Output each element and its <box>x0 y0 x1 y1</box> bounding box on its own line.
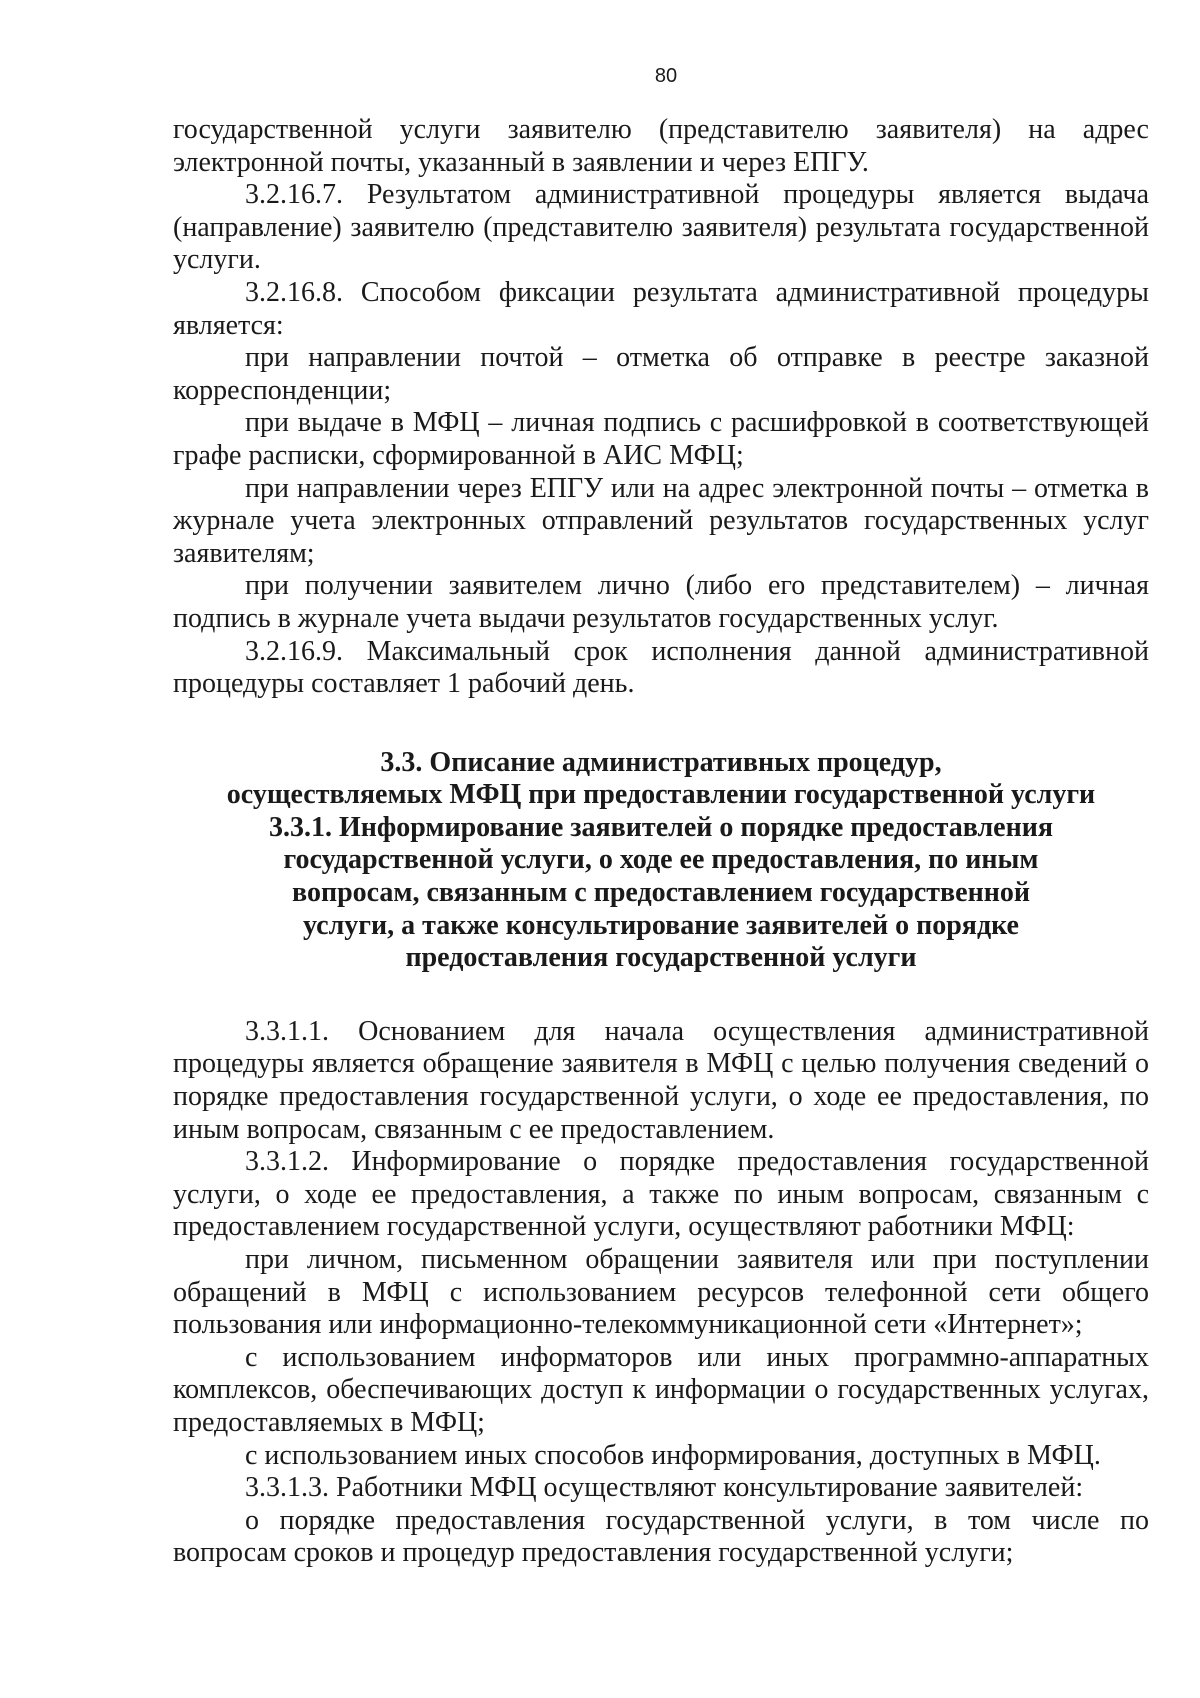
page-number: 80 <box>654 65 678 87</box>
body-text-bottom <box>173 1016 1149 1570</box>
section-heading <box>173 747 1149 975</box>
heading-line: услуги, а также консультирование заявителей о порядке <box>303 909 1019 941</box>
paragraph: 3.3.1.3. Работники МФЦ осуществляют консультирование заявителей: <box>245 1472 1084 1504</box>
heading-line: предоставления государственной услуги <box>405 942 917 974</box>
paragraph: 3.3.1.1. Основанием для начала осуществления административной процедуры является обращение заявителя в МФЦ с целью получения сведений о порядке предоставления государственной услуги, о ходе ее предоставления, по иным вопросам, связанным с ее предоставлением. <box>173 1015 1149 1145</box>
paragraph: 3.2.16.7. Результатом административной процедуры является выдача (направление) заявителю (представителю заявителя) результата государственной услуги. <box>173 179 1149 276</box>
heading-line: вопросам, связанным с предоставлением государственной <box>292 877 1030 909</box>
paragraph: 3.2.16.9. Максимальный срок исполнения данной административной процедуры составляет 1 рабочий день. <box>173 635 1149 700</box>
paragraph: с использованием иных способов информирования, доступных в МФЦ. <box>245 1439 1101 1471</box>
paragraph: с использованием информаторов или иных программно-аппаратных комплексов, обеспечивающих доступ к информации о государственных услугах, предоставляемых в МФЦ; <box>173 1341 1149 1438</box>
paragraph: при получении заявителем лично (либо его представителем) – личная подпись в журнале учета выдачи результатов государственных услуг. <box>173 570 1149 634</box>
paragraph: о порядке предоставления государственной услуги, в том числе по вопросам сроков и процедур предоставления государственной услуги; <box>173 1504 1149 1569</box>
paragraph: при направлении через ЕПГУ или на адрес электронной почты – отметка в журнале учета электронных отправлений результатов государственных услуг заявителям; <box>173 472 1149 569</box>
paragraph: при личном, письменном обращении заявителя или при поступлении обращений в МФЦ с использованием ресурсов телефонной сети общего пользования или информационно-телекоммуникационной сети «Интернет»; <box>173 1244 1149 1341</box>
document-page <box>173 64 1149 1570</box>
paragraph: при выдаче в МФЦ – личная подпись с расшифровкой в соответствующей графе расписки, сформированной в АИС МФЦ; <box>173 407 1149 471</box>
heading-line: 3.3. Описание административных процедур, <box>380 746 942 778</box>
paragraph: 3.3.1.2. Информирование о порядке предоставления государственной услуги, о ходе ее предоставления, а также по иным вопросам, связанным с предоставлением государственной услуги, осуществляют работники МФЦ: <box>173 1146 1149 1243</box>
heading-line: государственной услуги, о ходе ее предоставления, по иным <box>283 844 1039 876</box>
heading-line: осуществляемых МФЦ при предоставлении государственной услуги <box>226 779 1096 811</box>
body-text-top <box>173 114 1149 701</box>
paragraph: при направлении почтой – отметка об отправке в реестре заказной корреспонденции; <box>173 342 1149 406</box>
paragraph: 3.2.16.8. Способом фиксации результата административной процедуры является: <box>173 276 1149 341</box>
paragraph: государственной услуги заявителю (представителю заявителя) на адрес электронной почты, указанный в заявлении и через ЕПГУ. <box>173 114 1149 178</box>
heading-line: 3.3.1. Информирование заявителей о порядке предоставления <box>268 811 1054 843</box>
